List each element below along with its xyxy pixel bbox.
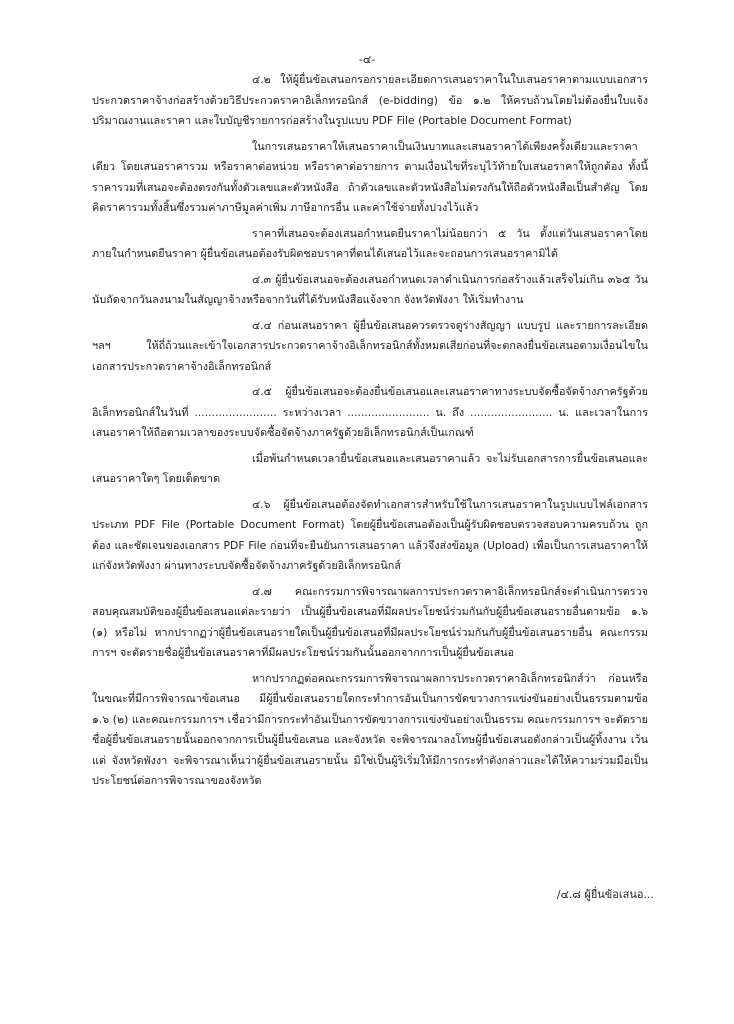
- page-number: -๔-: [358, 53, 376, 66]
- paragraph-4-5: ๔.๕ ผู้ยื่นข้อเสนอจะต้องยื่นข้อเสนอและเสนอราคาทางระบบจัดซื้อจัดจ้างภาครัฐด้วยอิเล็กทรอนิกส์ในวันที่ ........................ ระหว่างเวลา ........................ น. ถึง ........................ น. และเวลาในการเสนอราคาให้ถือตามเวลาของระบบจัดซื้อจัดจ้างภาครัฐด้วยอิเล็กทรอนิกส์เป็นเกณฑ์: [92, 385, 648, 439]
- paragraph-deadline: เมื่อพ้นกำหนดเวลายื่นข้อเสนอและเสนอราคาแล้ว จะไม่รับเอกสารการยื่นข้อเสนอและเสนอราคาใดๆ โดยเด็ดขาด: [92, 451, 648, 485]
- paragraph-price-offer: ในการเสนอราคาให้เสนอราคาเป็นเงินบาทและเสนอราคาได้เพียงครั้งเดียวและราคาเดียว โดยเสนอราคารวม หรือราคาต่อหน่วย หรือราคาต่อรายการ ตามเงื่อนไขที่ระบุไว้ท้ายใบเสนอราคาให้ถูกต้อง ทั้งนี้ ราคารวมที่เสนอจะต้องตรงกันทั้งตัวเลขและตัวหนังสือ ถ้าตัวเลขและตัวหนังสือไม่ตรงกันให้ถือตัวหนังสือเป็นสำคัญ โดยคิดราคารวมทั้งสิ้นซึ่งรวมค่าภาษีมูลค่าเพิ่ม ภาษีอากรอื่น และค่าใช้จ่ายทั้งปวงไว้แล้ว: [92, 139, 648, 214]
- paragraph-price-validity: ราคาที่เสนอจะต้องเสนอกำหนดยืนราคาไม่น้อยกว่า ๕ วัน ตั้งแต่วันเสนอราคาโดยภายในกำหนดยืนราคา ผู้ยื่นข้อเสนอต้องรับผิดชอบราคาที่ตนได้เสนอไว้และจะถอนการเสนอราคามิได้: [92, 226, 648, 260]
- paragraph-collusion: หากปรากฏต่อคณะกรรมการพิจารณาผลการประกวดราคาอิเล็กทรอนิกส์ว่า ก่อนหรือในขณะที่มีการพิจารณาข้อเสนอ มีผู้ยื่นข้อเสนอรายใดกระทำการอันเป็นการขัดขวางการแข่งขันอย่างเป็นธรรมตามข้อ ๑.๖ (๒) และคณะกรรมการฯ เชื่อว่ามีการกระทำอันเป็นการขัดขวางการแข่งขันอย่างเป็นธรรม คณะกรรมการฯ จะตัดรายชื่อผู้ยื่นข้อเสนอรายนั้นออกจากการเป็นผู้ยื่นข้อเสนอ และจังหวัด จะพิจารณาลงโทษผู้ยื่นข้อเสนอดังกล่าวเป็นผู้ทิ้งงาน เว้นแต่ จังหวัดพังงา จะพิจารณาเห็นว่าผู้ยื่นข้อเสนอรายนั้น มิใช่เป็นผู้ริเริ่มให้มีการกระทำดังกล่าวและได้ให้ความร่วมมือเป็นประโยชน์ต่อการพิจารณาของจังหวัด: [92, 671, 648, 787]
- paragraph-4-3: ๔.๓ ผู้ยื่นข้อเสนอจะต้องเสนอกำหนดเวลาดำเนินการก่อสร้างแล้วเสร็จไม่เกิน ๓๖๕ วัน นับถัดจากวันลงนามในสัญญาจ้างหรือจากวันที่ได้รับหนังสือแจ้งจาก จังหวัดพังงา ให้เริ่มทำงาน: [92, 272, 648, 306]
- document-body: [92, 70, 648, 797]
- continuation-note: /๔.๘ ผู้ยื่นข้อเสนอ...: [556, 888, 654, 901]
- paragraph-4-6: ๔.๖ ผู้ยื่นข้อเสนอต้องจัดทำเอกสารสำหรับใช้ในการเสนอราคาในรูปแบบไฟล์เอกสารประเภท PDF File (Portable Document Format) โดยผู้ยื่นข้อเสนอต้องเป็นผู้รับผิดชอบตรวจสอบความครบถ้วน ถูกต้อง และชัดเจนของเอกสาร PDF File ก่อนที่จะยืนยันการเสนอราคา แล้วจึงส่งข้อมูล (Upload) เพื่อเป็นการเสนอราคาให้แก่จังหวัดพังงา ผ่านทางระบบจัดซื้อจัดจ้างภาครัฐด้วยอิเล็กทรอนิกส์: [92, 497, 648, 572]
- paragraph-4-7: ๔.๗ คณะกรรมการพิจารณาผลการประกวดราคาอิเล็กทรอนิกส์จะดำเนินการตรวจสอบคุณสมบัติของผู้ยื่นข้อเสนอแต่ละรายว่า เป็นผู้ยื่นข้อเสนอที่มีผลประโยชน์ร่วมกันกับผู้ยื่นข้อเสนอรายอื่นตามข้อ ๑.๖ (๑) หรือไม่ หากปรากฏว่าผู้ยื่นข้อเสนอรายใดเป็นผู้ยื่นข้อเสนอที่มีผลประโยชน์ร่วมกันกับผู้ยื่นข้อเสนอรายอื่น คณะกรรมการฯ จะตัดรายชื่อผู้ยื่นข้อเสนอราคาที่มีผลประโยชน์ร่วมกันนั้นออกจากการเป็นผู้ยื่นข้อเสนอ: [92, 584, 648, 659]
- paragraph-4-2: ๔.๒ ให้ผู้ยื่นข้อเสนอกรอกรายละเอียดการเสนอราคาในใบเสนอราคาตามแบบเอกสารประกวดราคาจ้างก่อสร้างด้วยวิธีประกวดราคาอิเล็กทรอนิกส์ (e-bidding) ข้อ ๑.๒ ให้ครบถ้วนโดยไม่ต้องยื่นใบแจ้งปริมาณงานและราคา และใบบัญชีรายการก่อสร้างในรูปแบบ PDF File (Portable Document Format): [92, 73, 648, 127]
- paragraph-4-4: ๔.๔ ก่อนเสนอราคา ผู้ยื่นข้อเสนอควรตรวจดูร่างสัญญา แบบรูป และรายการละเอียด ฯลฯ ให้ถี่ถ้วนและเข้าใจเอกสารประกวดราคาจ้างอิเล็กทรอนิกส์ทั้งหมดเสียก่อนที่จะตกลงยื่นข้อเสนอตามเงื่อนไขในเอกสารประกวดราคาจ้างอิเล็กทรอนิกส์: [92, 318, 648, 373]
